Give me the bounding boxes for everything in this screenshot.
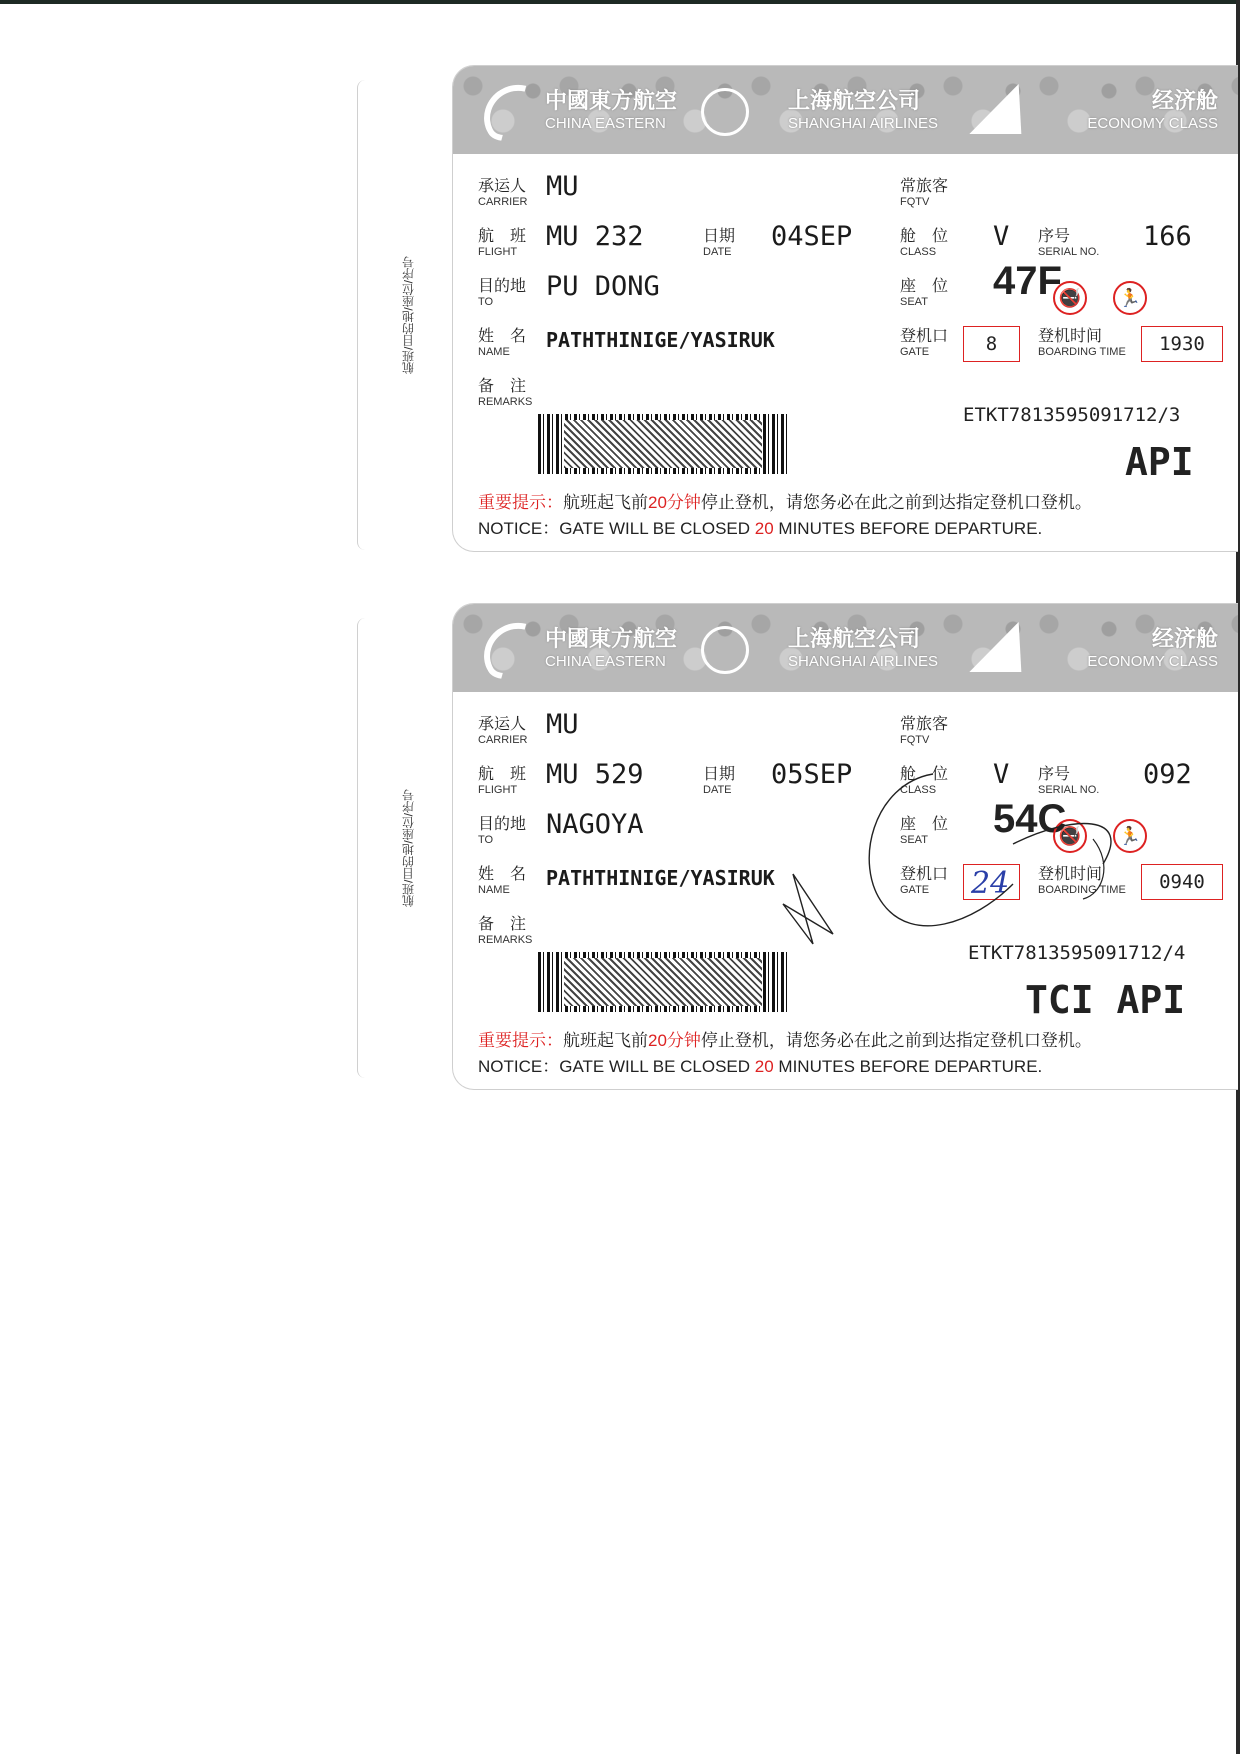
passenger-name: PATHTHINIGE/YASIRUK (546, 328, 775, 352)
remarks-label: 备 注 REMARKS (478, 378, 533, 408)
boarding-time-label: 登机时间 BOARDING TIME (1038, 866, 1126, 896)
remarks-label: 备 注 REMARKS (478, 916, 533, 946)
boarding-pass-2 (452, 603, 1238, 1090)
shanghai-airlines-logo-icon (969, 622, 1044, 672)
remark-stamp: API (1125, 440, 1194, 484)
china-eastern-logo-icon (472, 73, 555, 151)
skyteam-logo-icon (701, 626, 749, 674)
class-value: V (993, 759, 1010, 790)
skyteam-logo-icon (701, 88, 749, 136)
stub-text: 航班/目的地/座位/序号 (401, 256, 416, 375)
passenger-name: PATHTHINIGE/YASIRUK (546, 866, 775, 890)
boarding-time-value: 1930 (1141, 326, 1223, 362)
name-label: 姓 名 NAME (478, 328, 527, 358)
notice-cn: 重要提示：航班起飞前20分钟停止登机，请您务必在此之前到达指定登机口登机。 (478, 493, 1092, 512)
flight-label: 航 班 FLIGHT (478, 228, 527, 258)
serial-label: 序号 SERIAL NO. (1038, 766, 1100, 796)
remark-stamp: TCI API (1025, 978, 1186, 1022)
pass-header (453, 66, 1238, 154)
destination-value: NAGOYA (546, 809, 644, 840)
class-label: 舱 位 CLASS (900, 228, 949, 258)
cabin-class-title: 经济舱 ECONOMY CLASS (1087, 626, 1218, 670)
notice-en: NOTICE：GATE WILL BE CLOSED 20 MINUTES BEFORE DEPARTURE. (478, 519, 1043, 538)
to-label: 目的地 TO (478, 816, 527, 846)
fqtv-label: 常旅客 FQTV (900, 716, 949, 746)
flight-value: MU 529 (546, 759, 644, 790)
handwritten-gate: 24 (971, 866, 1010, 901)
china-eastern-logo-icon (472, 611, 555, 689)
no-running-icon: 🏃 (1113, 819, 1147, 853)
fqtv-label: 常旅客 FQTV (900, 178, 949, 208)
date-value: 05SEP (771, 759, 853, 790)
airline-name: 中國東方航空 CHINA EASTERN (545, 626, 678, 670)
scan-top-edge (0, 0, 1240, 4)
stub-1 (357, 80, 453, 550)
boarding-time-label: 登机时间 BOARDING TIME (1038, 328, 1126, 358)
serial-value: 092 (1143, 759, 1192, 790)
carrier-label: 承运人 CARRIER (478, 178, 528, 208)
partner-airline-name: 上海航空公司 SHANGHAI AIRLINES (788, 626, 939, 670)
shanghai-airlines-logo-icon (969, 84, 1044, 134)
boarding-time-value: 0940 (1141, 864, 1223, 900)
seat-label: 座 位 SEAT (900, 278, 949, 308)
name-label: 姓 名 NAME (478, 866, 527, 896)
gate-value: 8 (963, 326, 1020, 362)
airline-name: 中國東方航空 CHINA EASTERN (545, 88, 678, 132)
stub-2 (357, 618, 453, 1078)
cabin-class-title: 经济舱 ECONOMY CLASS (1087, 88, 1218, 132)
seat-label: 座 位 SEAT (900, 816, 949, 846)
carrier-value: MU (546, 709, 579, 740)
carrier-label: 承运人 CARRIER (478, 716, 528, 746)
to-label: 目的地 TO (478, 278, 527, 308)
barcode (538, 414, 788, 474)
flight-label: 航 班 FLIGHT (478, 766, 527, 796)
destination-value: PU DONG (546, 271, 660, 302)
eticket-number: ETKT7813595091712/3 (963, 404, 1181, 426)
serial-label: 序号 SERIAL NO. (1038, 228, 1100, 258)
stub-text: 航班/目的地/座位/序号 (401, 789, 416, 908)
flight-value: MU 232 (546, 221, 644, 252)
date-label: 日期 DATE (703, 228, 736, 258)
eticket-number: ETKT7813595091712/4 (968, 942, 1186, 964)
boarding-pass-1 (452, 65, 1238, 552)
notice-en: NOTICE：GATE WILL BE CLOSED 20 MINUTES BEFORE DEPARTURE. (478, 1057, 1043, 1076)
gate-label: 登机口 GATE (900, 328, 949, 358)
class-label: 舱 位 CLASS (900, 766, 949, 796)
gate-label: 登机口 GATE (900, 866, 949, 896)
no-smoking-icon: 🚭 (1053, 819, 1087, 853)
no-running-icon: 🏃 (1113, 281, 1147, 315)
barcode (538, 952, 788, 1012)
date-value: 04SEP (771, 221, 853, 252)
partner-airline-name: 上海航空公司 SHANGHAI AIRLINES (788, 88, 939, 132)
serial-value: 166 (1143, 221, 1192, 252)
class-value: V (993, 221, 1010, 252)
date-label: 日期 DATE (703, 766, 736, 796)
seat-value: 54C (993, 797, 1067, 841)
notice-cn: 重要提示：航班起飞前20分钟停止登机，请您务必在此之前到达指定登机口登机。 (478, 1031, 1092, 1050)
pass-header (453, 604, 1238, 692)
no-smoking-icon: 🚭 (1053, 281, 1087, 315)
seat-value: 47F (993, 259, 1062, 303)
carrier-value: MU (546, 171, 579, 202)
